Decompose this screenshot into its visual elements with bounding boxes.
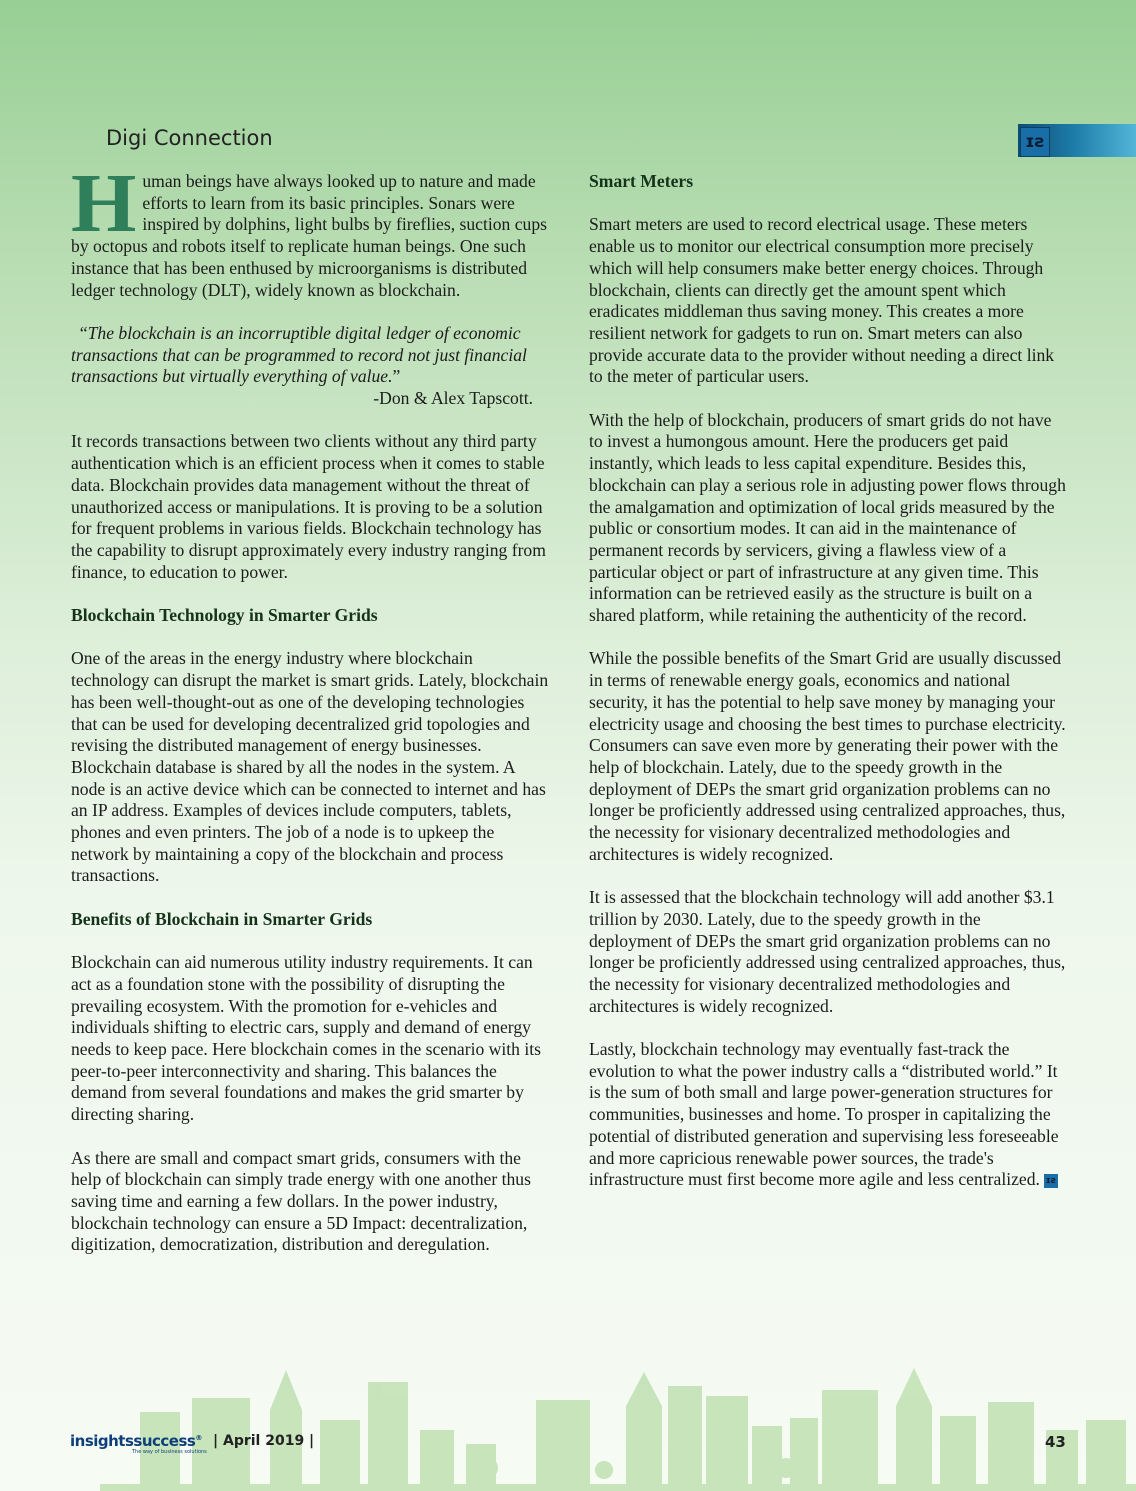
paragraph-producers: With the help of blockchain, producers of smart grids do not have to invest a humongous amount. Here the producers get paid instantly, which leads to less capital expenditure. Besides this, blockchain can play a serious role in adjusting power flows through the amalgamation and optimization of local grids measured by the public or consortium modes. It can aid in the maintenance of permanent records by servicers, giving a flawless view of a particular object or part of infrastructure at any given time. This information can be retrieved easily as the structure is built on a shared platform, while retaining the authenticity of the record. <box>589 409 1066 626</box>
quote-close-mark: ” <box>392 366 401 387</box>
drop-cap: H <box>71 157 137 250</box>
footer-brand-logo <box>70 1432 202 1450</box>
right-column <box>589 171 1067 1213</box>
footer-tagline: The way of business solutions <box>132 1449 207 1455</box>
quote-open-mark: “ <box>79 322 88 343</box>
quote-attribution: -Don & Alex Tapscott. <box>373 388 533 409</box>
end-mark-icon: ɪƨ <box>1045 1176 1057 1187</box>
city-skyline-illustration <box>0 1360 1136 1491</box>
paragraph-assessed: It is assessed that the blockchain technology will add another $3.1 trillion by 2030. Lately, due to the speedy growth in the deployment of DEPs the smart grid organization problems can no longer be proficiently addressed using centralized approaches, thus, the necessity for visionary decentralized methodologies and architectures is widely recognized. <box>589 887 1066 1016</box>
paragraph-benefits-right: While the possible benefits of the Smart Grid are usually discussed in terms of renewable energy goals, economics and national security, it has the potential to help save money by managing your electricity usage and choosing the best times to purchase electricity. Consumers can save even more by generating their power with the help of blockchain. Lately, due to the speedy growth in the deployment of DEPs the smart grid organization problems can no longer be proficiently addressed using centralized approaches, thus, the necessity for visionary decentralized methodologies and architectures is widely recognized. <box>589 648 1066 864</box>
heading-benefits: Benefits of Blockchain in Smarter Grids <box>71 908 373 929</box>
intro-paragraph <box>71 157 549 301</box>
page-number: 43 <box>1045 1433 1066 1451</box>
paragraph-meters: Smart meters are used to record electrical usage. These meters enable us to monitor our electrical consumption more precisely which will help consumers make better energy choices. Through blockchain, clients can directly get the amount spent which eradicates middleman thus saving money. This creates a more resilient network for gadgets to run on. Smart meters can also provide accurate data to the provider without needing a direct link to the meter of particular users. <box>589 214 1055 387</box>
pull-quote <box>71 323 549 388</box>
section-title: Digi Connection <box>106 126 273 150</box>
brand-logo-icon: ɪƨ <box>1020 127 1050 157</box>
quote-text: The blockchain is an incorruptible digital ledger of economic transactions that can be programmed to record not just financial transactions but virtually everything of value. <box>71 322 527 387</box>
heading-smart-meters: Smart Meters <box>589 171 694 191</box>
paragraph-records: It records transactions between two clients without any third party authentication which is an efficient process when it comes to stable data. Blockchain provides data management without the threat of unauthorized access or manipulations. It is proving to be a solution for frequent problems in various fields. Blockchain technology has the capability to disrupt approximately every industry ranging from finance, to education to power. <box>71 431 546 582</box>
issue-date: | April 2019 | <box>213 1433 315 1449</box>
left-column <box>71 157 549 1278</box>
paragraph-smart-grids: One of the areas in the energy industry where blockchain technology can disrupt the market is smart grids. Lately, blockchain has been well-thought-out as one of the developing technologies that can be used for developing decentralized grid topologies and revising the distributed management of energy businesses. Blockchain database is shared by all the nodes in the system. A node is an active device which can be connected to internet and has an IP address. Examples of devices include computers, tablets, phones and even printers. The job of a node is to upkeep the network by maintaining a copy of the blockchain and process transactions. <box>71 648 549 886</box>
intro-text: uman beings have always looked up to nature and made efforts to learn from its basic principles. Sonars were inspired by dolphins, light bulbs by fireflies, suction cups by octopus and robots itself to replicate human beings. One such instance that has been enthused by microorganisms is distributed ledger technology (DLT), widely known as blockchain. <box>71 171 547 300</box>
footer-brand-mark: ® <box>195 1434 202 1442</box>
heading-smarter-grids: Blockchain Technology in Smarter Grids <box>71 605 378 626</box>
lastly-text: Lastly, blockchain technology may eventually fast-track the evolution to what the power industry calls a “distributed world.” It is the sum of both small and large power-generation structures for communities, businesses and home. To prosper in capitalizing the potential of distributed generation and supervising less foreseeable and more capricious renewable power sources, the trade's infrastructure must first become more agile and less centralized. <box>589 1039 1059 1190</box>
paragraph-compact-grids: As there are small and compact smart grids, consumers with the help of blockchain can simply trade energy with one another thus saving time and earning a few dollars. In the power industry, blockchain technology can ensure a 5D Impact: decentralization, digitization, democratization, distribution and deregulation. <box>71 1147 531 1255</box>
paragraph-benefits-left: Blockchain can aid numerous utility industry requirements. It can act as a foundation stone with the possibility of disrupting the prevailing ecosystem. With the promotion for e-vehicles and individuals shifting to electric cars, supply and demand of energy needs to keep pace. Here blockchain comes in the scenario with its peer-to-peer interconnectivity and sharing. This balances the demand from several foundations and makes the grid smarter by directing sharing. <box>71 952 541 1125</box>
paragraph-lastly <box>589 1039 1067 1191</box>
footer-brand-name: insightssuccess <box>70 1432 196 1450</box>
